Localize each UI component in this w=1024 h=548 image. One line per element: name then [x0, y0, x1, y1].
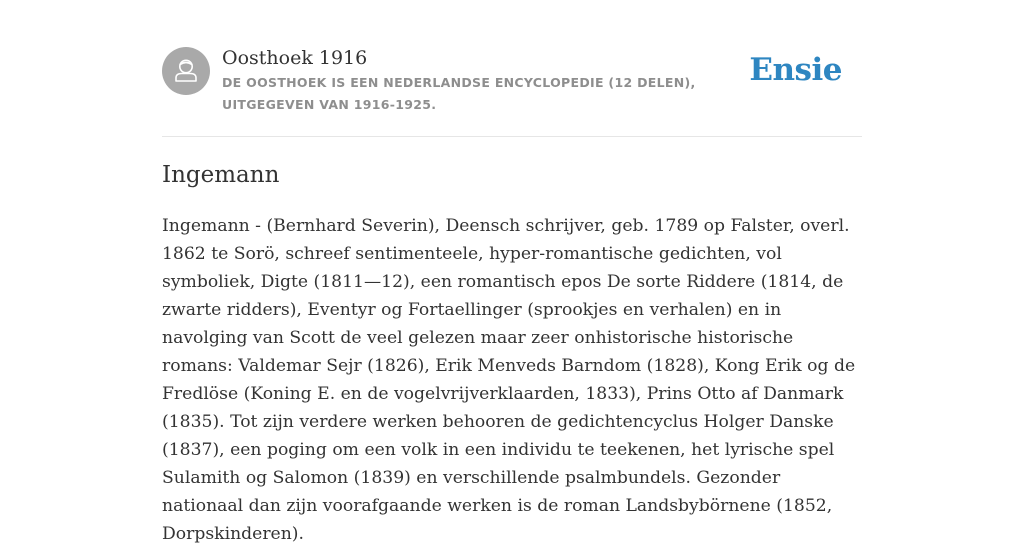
source-description: DE OOSTHOEK IS EEN NEDERLANDSE ENCYCLOPEDIE (12 DELEN), UITGEGEVEN VAN 1916-1925. — [222, 75, 696, 112]
article-title: Ingemann — [162, 162, 280, 188]
source-avatar[interactable] — [162, 47, 210, 95]
brand-logo[interactable]: Ensie — [749, 52, 842, 88]
user-icon — [162, 47, 210, 95]
source-name[interactable]: Oosthoek 1916 — [222, 47, 368, 69]
article-body: Ingemann - (Bernhard Severin), Deensch schrijver, geb. 1789 op Falster, overl. 1862 te Sorö, schreef sentimenteele, hyper-romantische gedichten, vol symboliek, Digte (1811—12), een romantisch epos De sorte Riddere (1814, de zwarte ridders), Eventyr og Fortaellinger (sprookjes en verhalen) en in navolging van Scott de veel gelezen maar zeer onhistorische historische romans: Valdemar Sejr (1826), Erik Menveds Barndom (1828), Kong Erik og de Fredlöse (Koning E. en de vogelvrijverklaarden, 1833), Prins Otto af Danmark (1835). Tot zijn verdere werken behooren de gedichtencyclus Holger Danske (1837), een poging om een volk in een individu te teekenen, het lyrische spel Sulamith og Salomon (1839) en verschillende psalmbundels. Gezonder nationaal dan zijn voorafgaande werken is de roman Landsbybörnene (1852, Dorpskinderen). — [162, 216, 856, 544]
source-header — [162, 46, 862, 137]
